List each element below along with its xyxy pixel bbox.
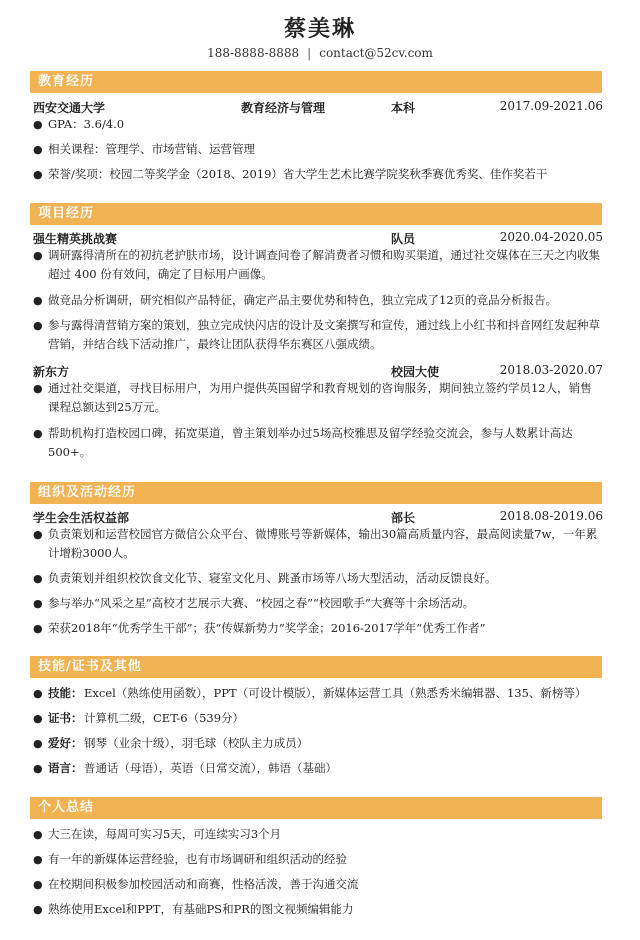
section-education-title: 教育经历 xyxy=(30,71,602,93)
major: 教育经济与管理 xyxy=(241,101,326,115)
project-date: 2018.03-2020.07 xyxy=(499,363,603,377)
phone: 188-8888-8888 xyxy=(207,46,300,60)
section-activities-title: 组织及活动经历 xyxy=(30,482,602,504)
list-item: ● 熟练使用Excel和PPT，有基础PS和PR的图文视频编辑能力 xyxy=(33,902,354,916)
skill-text: Excel（熟练使用函数），PPT（可设计模版），新媒体运营工具（熟悉秀米编辑器、135、新榜等） xyxy=(84,686,587,700)
list-item: ● 语言： 普通话（母语），英语（日常交流），韩语（基础） xyxy=(33,759,601,778)
skill-text: 计算机二级，CET-6（539分） xyxy=(84,711,245,725)
section-summary-title: 个人总结 xyxy=(30,797,602,819)
section-projects-title: 项目经历 xyxy=(30,203,602,225)
email[interactable]: contact@52cv.com xyxy=(319,46,433,60)
project-role: 校园大使 xyxy=(391,365,440,379)
list-item: ● 证书： 计算机二级，CET-6（539分） xyxy=(33,709,601,728)
organization-name: 学生会生活权益部 xyxy=(33,511,130,525)
list-item: ● 做竞品分析调研，研究相似产品特征，确定产品主要优势和特色，独立完成了12页的竞品分析报告。 xyxy=(33,293,558,307)
list-item: ● 技能： Excel（熟练使用函数），PPT（可设计模版），新媒体运营工具（熟悉秀米编辑器、135、新榜等） xyxy=(33,684,601,703)
degree: 本科 xyxy=(391,101,416,115)
skill-label: 爱好： xyxy=(48,736,83,750)
list-item: ● 荣获2018年“优秀学生干部”；获“传媒新势力”奖学金；2016-2017学年“优秀工作者” xyxy=(33,621,486,635)
list-item: ● 参与露得清营销方案的策划，独立完成快闪店的设计及文案撰写和宣传，通过线上小红书和抖音网红发起种草营销，并结合线下活动推广，最终让团队获得华东赛区八强成绩。 xyxy=(33,318,600,351)
list-item: ● 在校期间积极参加校园活动和商赛，性格活泼，善于沟通交流 xyxy=(33,877,359,891)
project-date: 2020.04-2020.05 xyxy=(499,230,603,244)
list-item: ● 大三在读，每周可实习5天，可连续实习3个月 xyxy=(33,827,282,841)
list-item: ● GPA：3.6/4.0 xyxy=(33,117,125,131)
project-role: 队员 xyxy=(391,232,416,246)
list-item: ● 相关课程：管理学、市场营销、运营管理 xyxy=(33,142,255,156)
school-name: 西安交通大学 xyxy=(33,101,106,115)
list-item: ● 负责策划并组织校饮食文化节、寝室文化月、跳蚤市场等八场大型活动，活动反馈良好。 xyxy=(33,571,497,585)
list-item: ● 有一年的新媒体运营经验，也有市场调研和组织活动的经验 xyxy=(33,852,347,866)
contact-separator: | xyxy=(307,46,312,60)
contact-line xyxy=(0,46,640,60)
list-item: ● 帮助机构打造校园口碑，拓宽渠道，曾主策划举办过5场高校雅思及留学经验交流会，参与人数累计高达500+。 xyxy=(33,426,573,459)
list-item: ● 参与举办“风采之星”高校才艺展示大赛、“校园之春”“校园歌手”大赛等十余场活动。 xyxy=(33,596,475,610)
activity-date: 2018.08-2019.06 xyxy=(499,509,603,523)
project-name: 强生精英挑战赛 xyxy=(33,232,118,246)
candidate-name: 蔡美琳 xyxy=(283,16,356,42)
list-item: ● 通过社交渠道，寻找目标用户，为用户提供英国留学和教育规划的咨询服务，期间独立签约学员12人，销售课程总额达到25万元。 xyxy=(33,381,592,414)
list-item: ● 调研露得清所在的初抗老护肤市场，设计调查问卷了解消费者习惯和购买渠道，通过社交媒体在三天之内收集超过 400 份有效问，确定了目标用户画像。 xyxy=(33,248,600,281)
activity-role: 部长 xyxy=(391,511,416,525)
skill-text: 钢琴（业余十级），羽毛球（校队主力成员） xyxy=(84,736,309,750)
skill-label: 技能： xyxy=(48,686,83,700)
section-skills-title: 技能/证书及其他 xyxy=(30,656,602,678)
skill-label: 证书： xyxy=(48,711,83,725)
list-item: ● 爱好： 钢琴（业余十级），羽毛球（校队主力成员） xyxy=(33,734,601,753)
skill-label: 语言： xyxy=(48,761,83,775)
list-item: ● 负责策划和运营校园官方微信公众平台、微博账号等新媒体，输出30篇高质量内容，最高阅读量7w，一年累计增粉3000人。 xyxy=(33,527,598,560)
education-date: 2017.09-2021.06 xyxy=(499,99,603,113)
skill-text: 普通话（母语），英语（日常交流），韩语（基础） xyxy=(84,761,337,775)
list-item: ● 荣誉/奖项：校园二等奖学金（2018、2019）省大学生艺术比赛学院奖秋季赛优秀奖、佳作奖若干 xyxy=(33,167,548,181)
project-name: 新东方 xyxy=(33,365,70,379)
